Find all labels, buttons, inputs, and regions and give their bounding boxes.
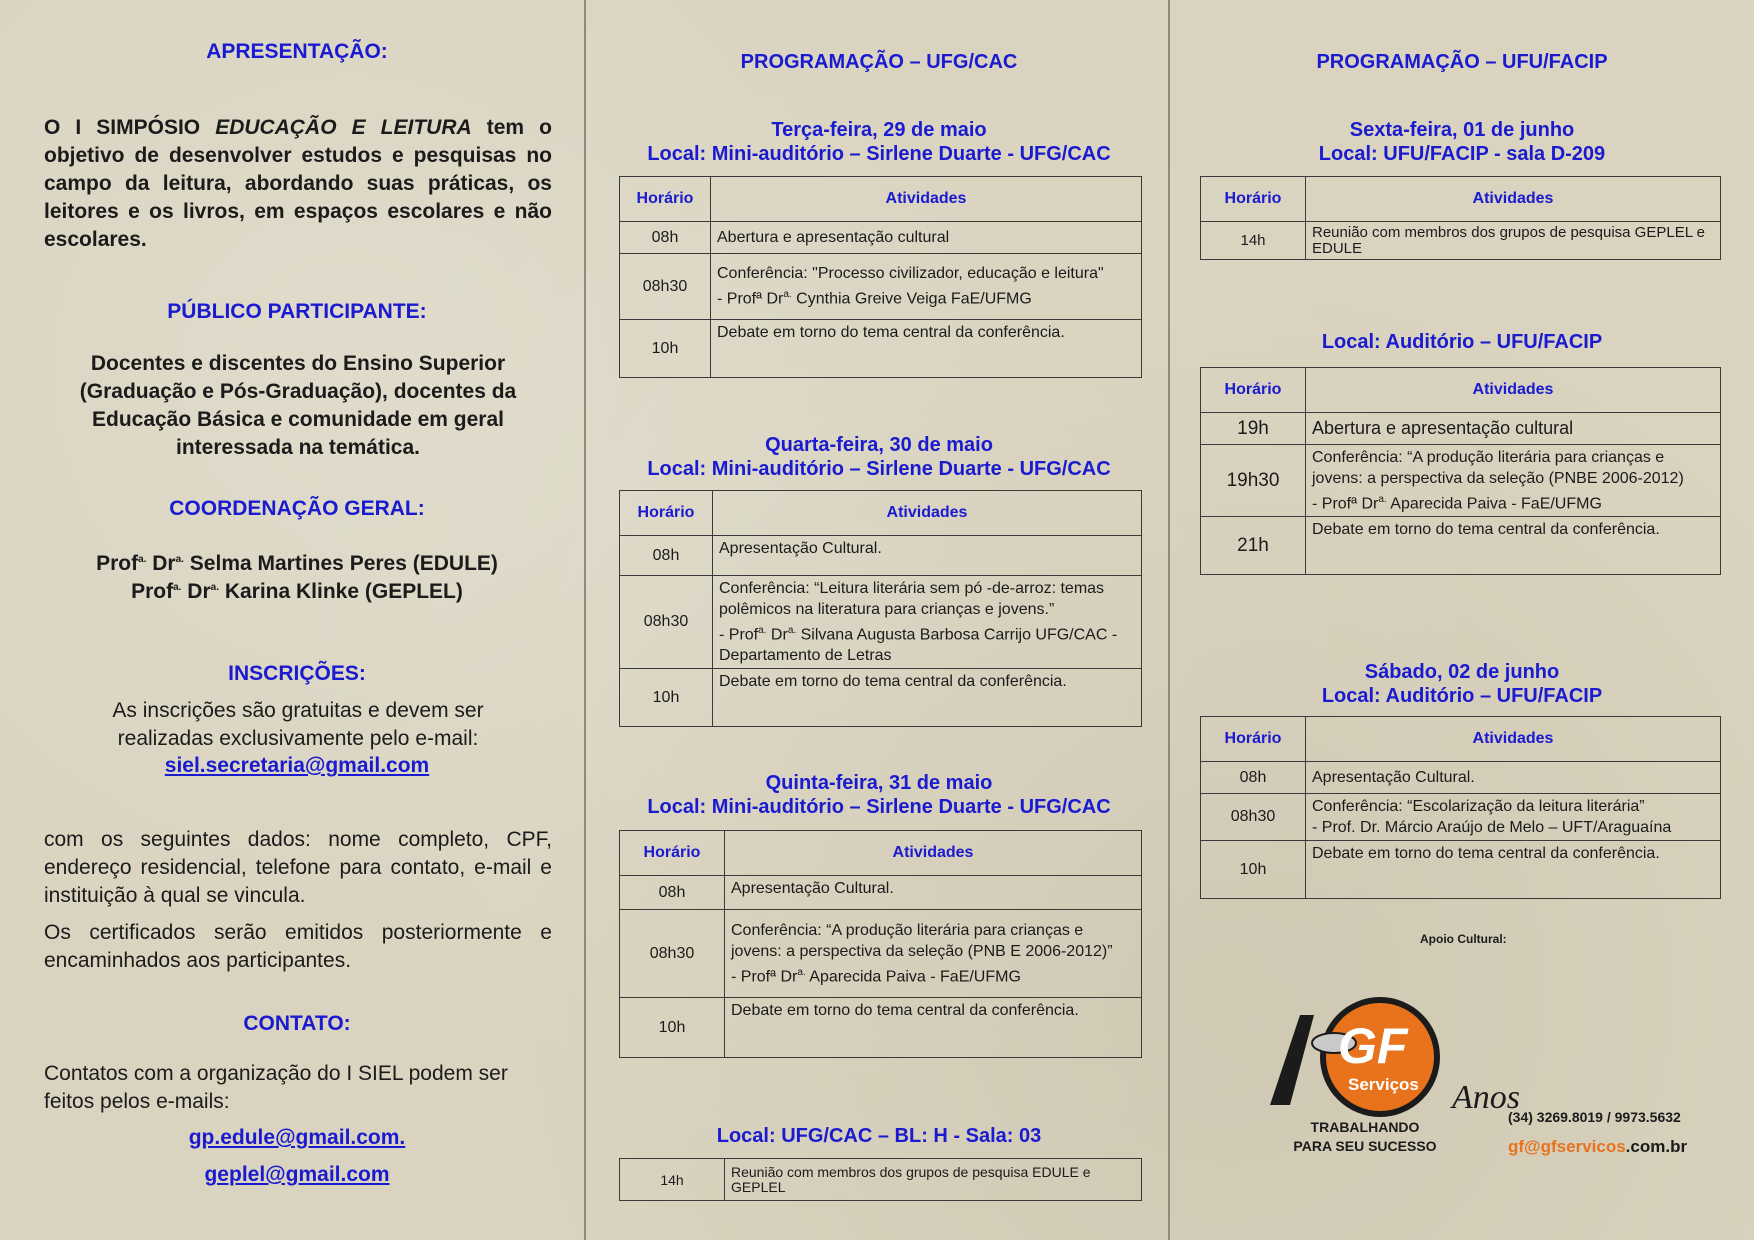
header-atividades: Atividades [1306,177,1721,222]
day1-title: Sexta-feira, 01 de junho [1349,119,1575,141]
table-row [620,536,1142,576]
contato-email-1-link[interactable]: gp.edule@gmail.com. [188,1126,406,1149]
column-programacao-ufg [586,0,1168,1240]
table-row [620,320,1142,378]
row-activity: Debate em torno do tema central da conferência. [1306,841,1721,899]
row-activity-text: Conferência: “Escolarização da leitura literária” [1312,798,1645,815]
contato-heading: CONTATO: [243,1012,351,1035]
row-time: 08h [620,876,725,910]
speaker-name: Cynthia Greive Veiga FaE/UFMG [796,290,1032,308]
day2-schedule-table [1200,716,1721,899]
contato-email-1-wrap [0,1126,594,1150]
row-time: 14h [1201,222,1306,260]
table-row [1201,222,1721,260]
day3-schedule-table [619,830,1142,1058]
row-activity: Debate em torno do tema central da conferência. [713,669,1142,727]
day3-title: Quinta-feira, 31 de maio [765,772,993,794]
row-activity-speaker [717,284,1135,309]
table-row [620,876,1142,910]
speaker-sup: a. [1378,494,1387,505]
row-activity: Reunião com membros dos grupos de pesquisa EDULE e GEPLEL [725,1159,1142,1201]
day2-local: Local: Mini-auditório – Sirlene Duarte - UFG/CAC [647,458,1111,480]
table-row [1201,445,1721,517]
table-row [620,576,1142,669]
publico-heading: PÚBLICO PARTICIPANTE: [167,300,427,323]
row-activity-speaker: - Prof. Dr. Márcio Araújo de Melo – UFT/Araguaína [1312,819,1672,836]
row-activity [711,254,1142,320]
row-activity: Apresentação Cultural. [713,536,1142,576]
day2-local: Local: Auditório – UFU/FACIP [1321,685,1603,707]
day3-local: Local: Mini-auditório – Sirlene Duarte - UFG/CAC [647,796,1111,818]
column-info [0,0,584,1240]
apresentacao-text-pre: O I SIMPÓSIO [44,116,201,139]
programacao-ufu-title: PROGRAMAÇÃO – UFU/FACIP [1316,51,1608,73]
day2-title: Quarta-feira, 30 de maio [765,434,993,456]
row-activity-text: Conferência: “A produção literária para crianças e jovens: a perspectiva da seleção (PNB E 2006-2012)” [731,921,1113,960]
row-time: 08h [1201,762,1306,794]
speaker-sup: a. [783,289,792,301]
header-horario: Horário [1201,368,1306,413]
header-horario: Horário [1201,177,1306,222]
contact-phone: (34) 3269.8019 / 9973.5632 [1508,1109,1681,1125]
table-header-row [1201,368,1721,413]
day1-local: Local: UFU/FACIP - sala D-209 [1318,143,1606,165]
contato-text: Contatos com a organização do I SIEL podem ser feitos pelos e-mails: [44,1062,508,1113]
row-activity: Abertura e apresentação cultural [1306,413,1721,445]
speaker-sup-2: a. [787,625,797,636]
row-activity: Reunião com membros dos grupos de pesquisa GEPLEL e EDULE [1306,222,1721,260]
row-activity [725,910,1142,998]
table-row [620,1159,1142,1201]
row-activity-text: Conferência: "Processo civilizador, educação e leitura" [717,265,1104,283]
table-header-row [620,177,1142,222]
inscricoes-text: As inscrições são gratuitas e devem ser realizadas exclusivamente pelo e-mail: [112,699,484,750]
header-horario: Horário [620,491,713,536]
row-time: 10h [620,998,725,1058]
row-activity-speaker [731,962,1135,987]
day1-local: Local: Mini-auditório – Sirlene Duarte - UFG/CAC [647,143,1111,165]
contato-email-2-wrap [0,1163,594,1187]
row-time: 08h30 [620,910,725,998]
coordenador-2-dr: Dr [187,580,211,603]
table-row [1201,841,1721,899]
speaker-name: Aparecida Paiva - FaE/UFMG [809,968,1021,986]
day1-title: Terça-feira, 29 de maio [771,119,987,141]
table-row [620,222,1142,254]
row-activity-text: Conferência: “A produção literária para crianças e jovens: a perspectiva da seleção (PNBE 2006-2012) [1312,449,1684,487]
table-row [1201,794,1721,841]
contato-email-2-link[interactable]: geplel@gmail.com [204,1163,390,1186]
row-activity [713,576,1142,669]
apoio-cultural-label: Apoio Cultural: [1420,932,1507,946]
coordenador-1-prof: Prof [96,552,139,575]
speaker-name: Aparecida Paiva - FaE/UFMG [1390,495,1602,513]
programacao-ufg-title: PROGRAMAÇÃO – UFG/CAC [740,51,1018,73]
speaker-prefix: - Profª Dr [717,290,784,308]
header-horario: Horário [1201,717,1306,762]
gf-servicos-logo [1230,985,1560,1155]
column-programacao-ufu [1170,0,1754,1240]
day4-schedule-table [619,1158,1142,1201]
coordenador-2-prof-sup: a. [173,582,182,593]
speaker-sup: a. [758,625,767,636]
row-activity: Abertura e apresentação cultural [711,222,1142,254]
row-activity: Apresentação Cultural. [1306,762,1721,794]
row-time: 08h30 [620,254,711,320]
coordenador-2-name: Karina Klinke (GEPLEL) [224,580,463,603]
logo-tagline-1: TRABALHANDO [1310,1119,1420,1135]
table-row [620,910,1142,998]
row-time: 19h30 [1201,445,1306,517]
dados-text: com os seguintes dados: nome completo, CPF, endereço residencial, telefone para contato, e-mail e instituição à qual se vincula. [44,828,552,907]
row-activity: Debate em torno do tema central da conferência. [711,320,1142,378]
logo-servicos-text: Serviços [1348,1075,1419,1094]
header-atividades: Atividades [1306,368,1721,413]
table-row [620,669,1142,727]
local4-title: Local: UFG/CAC – BL: H - Sala: 03 [716,1125,1042,1147]
table-header-row [1201,177,1721,222]
header-horario: Horário [620,831,725,876]
table-header-row [620,831,1142,876]
row-time: 10h [620,669,713,727]
publico-text: Docentes e discentes do Ensino Superior (Graduação e Pós-Graduação), docentes da Educação Básica e comunidade em geral interessada na temática. [79,352,517,459]
contact-website [1508,1137,1687,1157]
day1-schedule-table [619,176,1142,378]
coordenador-1-name: Selma Martines Peres (EDULE) [189,552,498,575]
row-activity-speaker [1312,489,1714,514]
row-time: 08h30 [620,576,713,669]
apresentacao-heading: APRESENTAÇÃO: [206,40,388,63]
table-row [1201,762,1721,794]
table-row [620,254,1142,320]
inscricoes-heading: INSCRIÇÕES: [228,662,366,685]
speaker-prefix: - Prof [719,626,759,644]
table-header-row [1201,717,1721,762]
row-time: 14h [620,1159,725,1201]
website-rest-part[interactable]: .com.br [1625,1137,1688,1156]
header-atividades: Atividades [1306,717,1721,762]
coordenador-1-dr: Dr [152,552,176,575]
coordenador-2 [0,574,594,606]
row-time: 10h [620,320,711,378]
table-header-row [620,491,1142,536]
header-atividades: Atividades [725,831,1142,876]
logo-tagline-2: PARA SEU SUCESSO [1293,1138,1437,1154]
inscricoes-email-link[interactable]: siel.secretaria@gmail.com [164,754,430,777]
row-activity [1306,445,1721,517]
row-activity-text: Conferência: “Leitura literária sem pó -de-arroz: temas polêmicos na literatura para crianças e jovens.” [719,580,1105,618]
speaker-prefix: - Profª Dr [1312,495,1379,513]
row-activity: Debate em torno do tema central da conferência. [1306,517,1721,575]
speaker-sup: a. [797,966,806,978]
inscricoes-email-wrap [0,754,594,778]
row-time: 19h [1201,413,1306,445]
header-atividades: Atividades [711,177,1142,222]
table-row [1201,517,1721,575]
speaker-name: Silvana Augusta Barbosa Carrijo UFG/CAC - Departamento de Letras [719,626,1118,665]
row-time: 08h30 [1201,794,1306,841]
certificados-text: Os certificados serão emitidos posteriormente e encaminhados aos participantes. [44,921,552,972]
coordenacao-heading: COORDENAÇÃO GERAL: [169,497,425,520]
speaker-prefix: - Profª Dr [731,968,798,986]
row-time: 08h [620,222,711,254]
logo-anos-text: Anos [1452,1079,1520,1116]
header-atividades: Atividades [713,491,1142,536]
day1-schedule-table [1200,176,1721,260]
coordenador-2-prof: Prof [131,580,174,603]
row-time: 21h [1201,517,1306,575]
row-activity [1306,794,1721,841]
apresentacao-text [44,114,552,254]
speaker-title: Dr [770,626,788,644]
row-time: 08h [620,536,713,576]
apresentacao-text-em: EDUCAÇÃO E LEITURA [215,116,472,139]
website-orange-part[interactable]: gf@gfservicos [1508,1137,1626,1156]
local2-title: Local: Auditório – UFU/FACIP [1321,331,1603,353]
header-horario: Horário [620,177,711,222]
coordenador-1-prof-sup: a. [138,554,147,565]
row-activity: Apresentação Cultural. [725,876,1142,910]
coordenador-1-dr-sup: a. [175,554,184,565]
row-time: 10h [1201,841,1306,899]
day1b-schedule-table [1200,367,1721,575]
table-row [1201,413,1721,445]
logo-gf-text: GF [1338,1018,1408,1074]
coordenador-2-dr-sup: a. [210,582,219,593]
row-activity-speaker [719,620,1135,666]
day2-schedule-table [619,490,1142,727]
row-activity: Debate em torno do tema central da conferência. [725,998,1142,1058]
apresentacao-text-post: tem o objetivo de desenvolver estudos e pesquisas no campo da leitura, abordando suas práticas, os leitores e os livros, em espaços escolares e não escolares. [44,116,552,251]
day2-title: Sábado, 02 de junho [1364,661,1560,683]
table-row [620,998,1142,1058]
